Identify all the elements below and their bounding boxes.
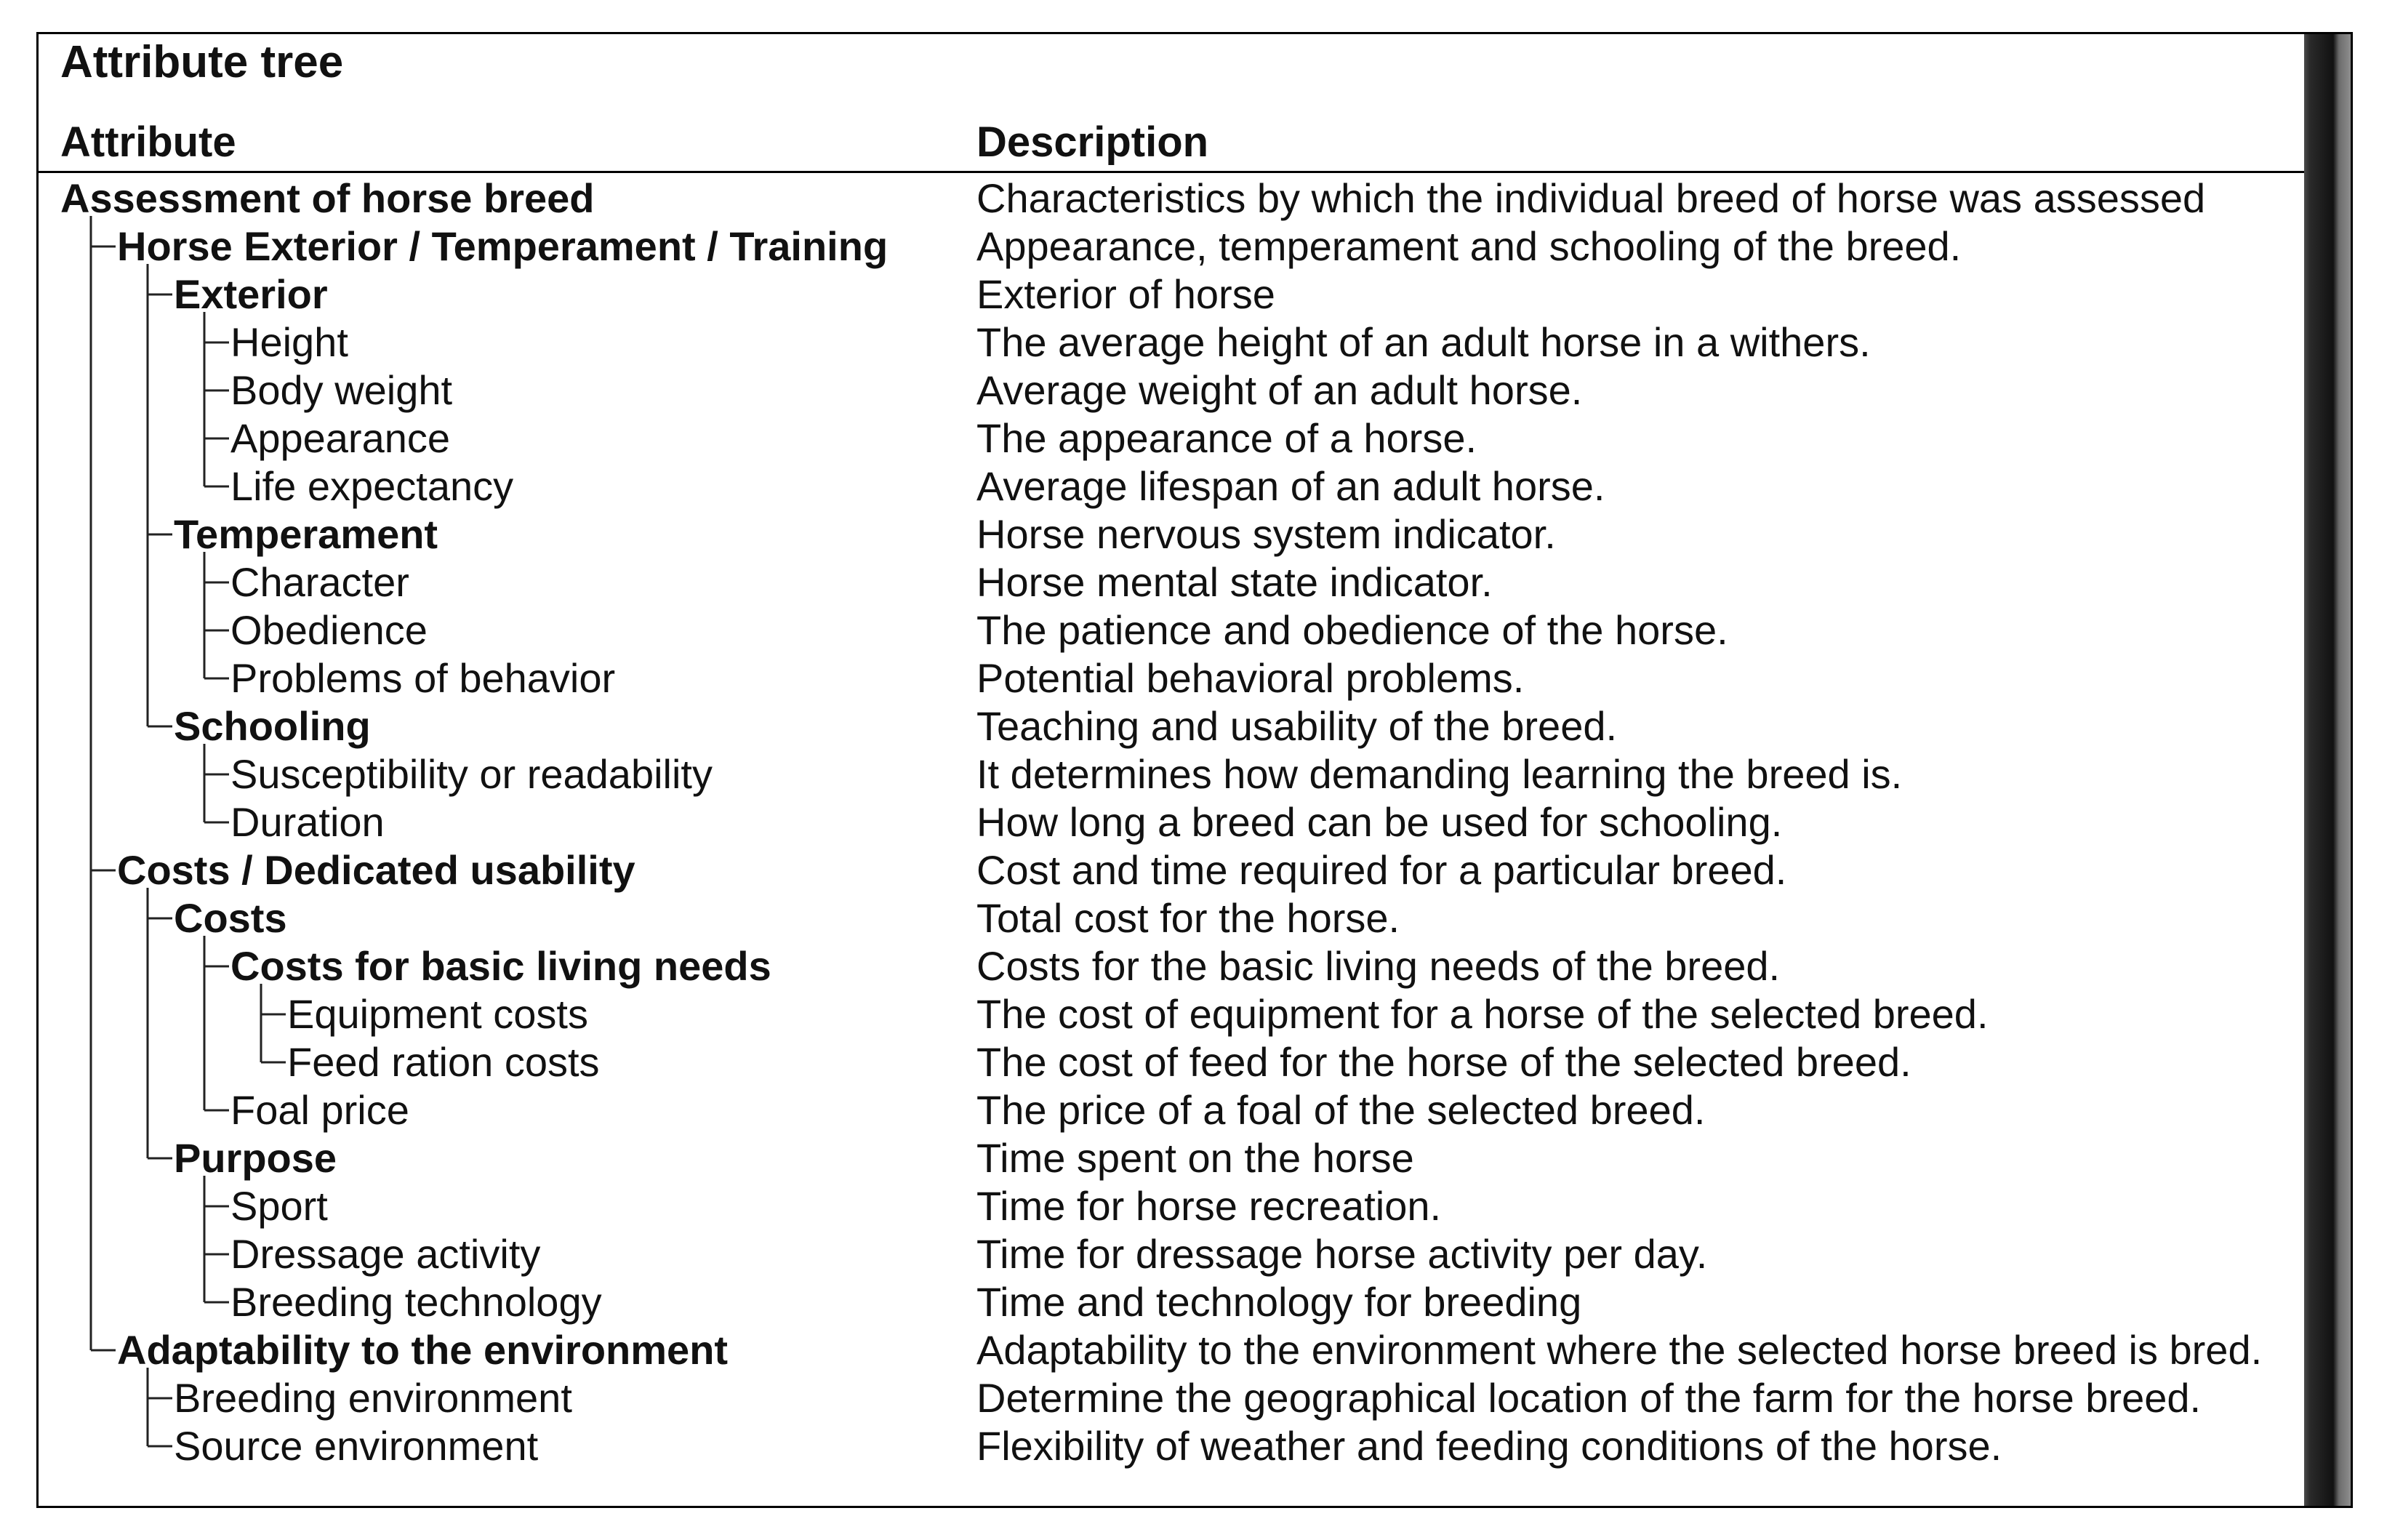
attribute-label: Appearance bbox=[230, 415, 451, 461]
attribute-description: The cost of equipment for a horse of the selected breed. bbox=[976, 991, 1989, 1037]
attribute-description: How long a breed can be used for schooling. bbox=[976, 799, 1783, 845]
attribute-description: It determines how demanding learning the breed is. bbox=[976, 751, 1903, 797]
attribute-description: The appearance of a horse. bbox=[976, 415, 1477, 461]
attribute-label: Horse Exterior / Temperament / Training bbox=[117, 223, 888, 269]
attribute-description: Characteristics by which the individual breed of horse was assessed bbox=[976, 175, 2206, 221]
attribute-description: Cost and time required for a particular breed. bbox=[976, 847, 1787, 893]
attribute-label: Breeding environment bbox=[174, 1375, 572, 1421]
tree-row[interactable] bbox=[39, 174, 2308, 223]
attribute-description: Horse nervous system indicator. bbox=[976, 511, 1556, 557]
attribute-description: Horse mental state indicator. bbox=[976, 559, 1493, 605]
attribute-description: The price of a foal of the selected breed. bbox=[976, 1087, 1706, 1133]
tree-row[interactable] bbox=[39, 750, 2308, 799]
attribute-description: Total cost for the horse. bbox=[976, 895, 1400, 941]
tree-row[interactable] bbox=[39, 1038, 2308, 1087]
tree-row[interactable] bbox=[39, 1326, 2308, 1375]
attribute-description: Average weight of an adult horse. bbox=[976, 367, 1583, 413]
attribute-description: Potential behavioral problems. bbox=[976, 655, 1525, 701]
tree-row[interactable] bbox=[39, 270, 2308, 319]
window-title: Attribute tree bbox=[60, 37, 344, 87]
attribute-description: Time spent on the horse bbox=[976, 1135, 1414, 1181]
attribute-column-header[interactable]: Attribute bbox=[60, 119, 236, 166]
attribute-label: Schooling bbox=[174, 703, 371, 749]
table-header bbox=[39, 113, 2308, 173]
attribute-label: Obedience bbox=[230, 607, 428, 653]
tree-row[interactable] bbox=[39, 846, 2308, 895]
attribute-description: Determine the geographical location of the farm for the horse breed. bbox=[976, 1375, 2202, 1421]
attribute-label: Dressage activity bbox=[230, 1231, 541, 1277]
tree-row[interactable] bbox=[39, 462, 2308, 511]
attribute-label: Character bbox=[230, 559, 409, 605]
attribute-label: Adaptability to the environment bbox=[117, 1327, 729, 1373]
attribute-label: Breeding technology bbox=[230, 1279, 602, 1325]
attribute-description: Time and technology for breeding bbox=[976, 1279, 1582, 1325]
attribute-label: Life expectancy bbox=[230, 463, 514, 509]
attribute-label: Foal price bbox=[230, 1087, 409, 1133]
attribute-description: The patience and obedience of the horse. bbox=[976, 607, 1728, 653]
tree-row[interactable] bbox=[39, 1373, 2308, 1423]
attribute-tree-window bbox=[36, 32, 2353, 1508]
tree-row[interactable] bbox=[39, 222, 2308, 271]
tree-row[interactable] bbox=[39, 798, 2308, 847]
tree-row[interactable] bbox=[39, 1230, 2308, 1279]
attribute-label: Costs for basic living needs bbox=[230, 943, 771, 989]
attribute-description: Flexibility of weather and feeding conditions of the horse. bbox=[976, 1423, 2002, 1469]
attribute-label: Sport bbox=[230, 1183, 328, 1229]
description-column-header[interactable]: Description bbox=[976, 119, 1209, 166]
attribute-label: Susceptibility or readability bbox=[230, 751, 713, 797]
tree-row[interactable] bbox=[39, 510, 2308, 559]
attribute-label: Feed ration costs bbox=[287, 1039, 600, 1085]
attribute-label: Equipment costs bbox=[287, 991, 588, 1037]
attribute-description: The average height of an adult horse in a withers. bbox=[976, 319, 1871, 365]
attribute-description: Teaching and usability of the breed. bbox=[976, 703, 1618, 749]
attribute-description: Adaptability to the environment where the selected horse breed is bred. bbox=[976, 1327, 2263, 1373]
tree-row[interactable] bbox=[39, 894, 2308, 943]
attribute-description: Costs for the basic living needs of the breed. bbox=[976, 943, 1781, 989]
tree-row[interactable] bbox=[39, 942, 2308, 991]
tree-row[interactable] bbox=[39, 1086, 2308, 1135]
vertical-scrollbar[interactable] bbox=[2304, 34, 2351, 1506]
tree-row[interactable] bbox=[39, 1278, 2308, 1327]
attribute-description: Time for horse recreation. bbox=[976, 1183, 1442, 1229]
tree-row[interactable] bbox=[39, 606, 2308, 655]
attribute-description: Exterior of horse bbox=[976, 271, 1275, 317]
tree-row[interactable] bbox=[39, 414, 2308, 463]
tree-row[interactable] bbox=[39, 1421, 2308, 1471]
tree-row[interactable] bbox=[39, 990, 2308, 1039]
attribute-label: Purpose bbox=[174, 1135, 337, 1181]
attribute-label: Duration bbox=[230, 799, 385, 845]
attribute-label: Problems of behavior bbox=[230, 655, 616, 701]
attribute-description: Appearance, temperament and schooling of the breed. bbox=[976, 223, 1962, 269]
tree-row[interactable] bbox=[39, 1182, 2308, 1231]
tree-row[interactable] bbox=[39, 1134, 2308, 1183]
attribute-label: Temperament bbox=[174, 511, 438, 557]
attribute-description: Time for dressage horse activity per day. bbox=[976, 1231, 1708, 1277]
tree-row[interactable] bbox=[39, 702, 2308, 751]
attribute-description: The cost of feed for the horse of the selected breed. bbox=[976, 1039, 1911, 1085]
tree-row[interactable] bbox=[39, 366, 2308, 415]
attribute-label: Costs bbox=[174, 895, 287, 941]
attribute-description: Average lifespan of an adult horse. bbox=[976, 463, 1605, 509]
attribute-label: Height bbox=[230, 319, 348, 365]
attribute-label: Source environment bbox=[174, 1423, 539, 1469]
tree-row[interactable] bbox=[39, 318, 2308, 367]
tree-row[interactable] bbox=[39, 558, 2308, 607]
tree-row[interactable] bbox=[39, 654, 2308, 703]
attribute-label: Body weight bbox=[230, 367, 453, 413]
attribute-label: Assessment of horse breed bbox=[60, 175, 595, 221]
attribute-label: Costs / Dedicated usability bbox=[117, 847, 635, 893]
attribute-label: Exterior bbox=[174, 271, 328, 317]
